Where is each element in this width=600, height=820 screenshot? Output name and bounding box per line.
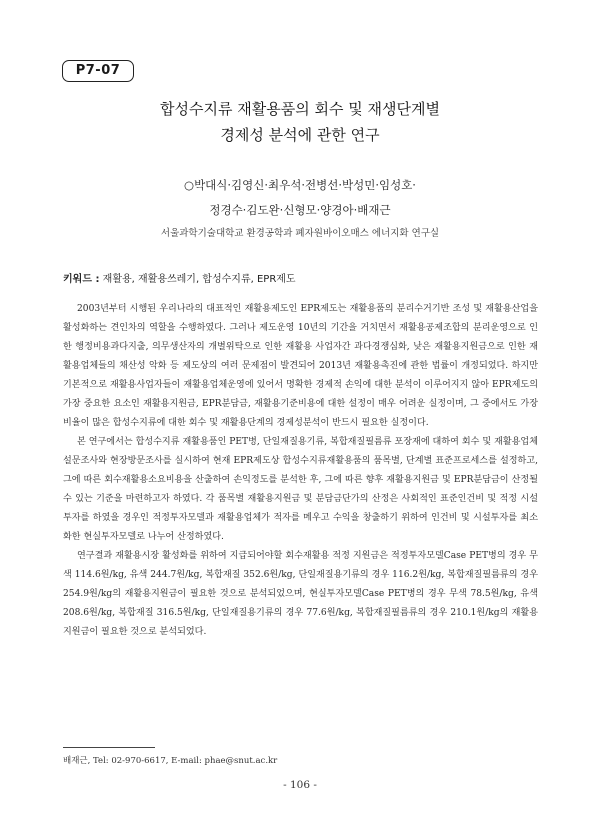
- abstract-paragraph-1: 2003년부터 시행된 우리나라의 대표적인 재활용제도인 EPR제도는 재활용품의 분리수거기반 조성 및 재활용산업을 활성화하는 견인차의 역할을 수행하였다. 그러나 제도운영 10년의 기간을 거치면서 재활용공제조합의 분리운영으로 인한 행정비용과다지출, 의무생산자의 개별위탁으로 인한 재활용 사업자간 과다경쟁심화, 낮은 재활용지원금으로 인한 재활용업체들의 채산성 악화 등 제도상의 여러 문제점이 발견되어 2013년 재활용촉진에 관한 법률이 개정되었다. 하지만 기본적으로 재활용사업자들이 재활용업체운영에 있어서 명확한 경제적 손익에 대한 분석이 이루어지지 않아 EPR제도의 가장 중요한 요소인 재활용지원금, EPR분담금, 재활용기준비용에 대한 설정이 매우 어려운 실정이며, 그 중에서도 가장 비율이 많은 합성수지류에 대한 회수 및 재활용단계의 경제성분석이 반드시 필요한 실정이다.: [63, 304, 538, 428]
- page-number: - 106 -: [283, 779, 317, 791]
- session-code-badge: P7-07: [62, 60, 134, 82]
- abstract-paragraph-2: 본 연구에서는 합성수지류 재활용품인 PET병, 단일재질용기류, 복합재질필름류 포장재에 대하여 회수 및 재활용업체 설문조사와 현장방문조사를 실시하여 현재 EPR제도상 합성수지류재활용품의 품목별, 단계별 표준프로세스를 설정하고, 그에 따른 회수재활용소요비용을 산출하여 손익정도를 분석한 후, 그에 따른 향후 재활용지원금 및 EPR분담금이 산정될 수 있는 기준을 마련하고자 하였다. 각 품목별 재활용지원금 및 분담금단가의 산정은 사회적인 표준인건비 및 적정 시설투자를 하였을 경우인 적정투자모델과 재활용업체가 적자를 메우고 수익을 창출하기 위하여 인건비 및 시설투자를 최소화한 현실투자모델로 나누어 산정하였다.: [63, 437, 538, 542]
- abstract-body: [63, 300, 538, 642]
- paper-title-line-1: 합성수지류 재활용품의 회수 및 재생단계별: [160, 100, 440, 118]
- author-list-line-2: 정경수·김도완·신형모·양경아·배재근: [209, 203, 391, 217]
- author-list-line-1: ○박대식·김영신·최우석·전병선·박성민·임성호·: [184, 178, 416, 192]
- keywords: [63, 270, 543, 285]
- corresponding-author-footnote: 배재근, Tel: 02-970-6617, E-mail: phae@snut.ac.kr: [63, 756, 278, 766]
- affiliation: 서울과학기술대학교 환경공학과 폐자원바이오매스 에너지화 연구실: [160, 228, 440, 239]
- abstract-paragraph-3: 연구결과 재활용시장 활성화를 위하여 지급되어야할 회수재활용 적정 지원금은 적정투자모델Case PET병의 경우 무색 114.6원/kg, 유색 244.7원/kg, 복합재질 352.6원/kg, 단일재질용기류의 경우 116.2원/kg, 복합재질필름류의 경우 254.9원/kg의 재활용지원금이 필요한 것으로 분석되었으며, 현실투자모델Case PET병의 경우 무색 78.5원/kg, 유색 208.6원/kg, 복합재질 316.5원/kg, 단일재질용기류의 경우 77.6원/kg, 복합재질필름류의 경우 210.1원/kg의 재활용지원금이 필요한 것으로 분석되었다.: [63, 551, 538, 637]
- footnote-divider: [63, 747, 155, 748]
- paper-title-line-2: 경제성 분석에 관한 연구: [220, 126, 380, 144]
- keywords-text: 재활용, 재활용쓰레기, 합성수지류, EPR제도: [102, 274, 296, 285]
- keywords-label: 키워드 :: [63, 274, 100, 285]
